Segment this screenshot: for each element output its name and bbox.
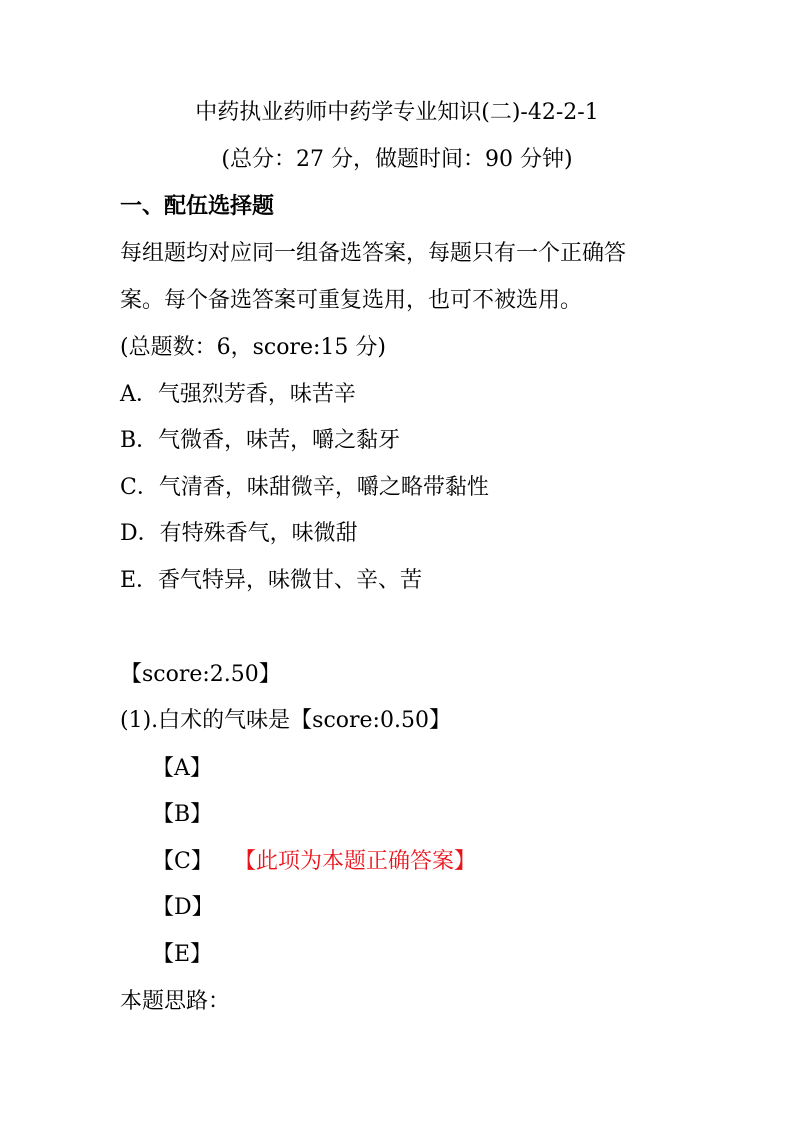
answer-option-a: A．气强烈芳香，味苦辛 — [120, 382, 356, 407]
choice-c: 【C】 — [152, 849, 213, 874]
question-1-stem: (1).白术的气味是【score:0.50】 — [120, 708, 451, 733]
answer-option-c: C．气清香，味甜微辛，嚼之略带黏性 — [120, 475, 489, 500]
section-instructions-line-2: 案。每个备选答案可重复选用，也可不被选用。 — [120, 288, 583, 313]
choice-b: 【B】 — [152, 802, 213, 827]
choice-a: 【A】 — [152, 756, 212, 781]
page-title: 中药执业药师中药学专业知识(二)-42-2-1 — [195, 100, 599, 125]
answer-option-e: E．香气特异，味微甘、辛、苦 — [120, 568, 423, 593]
section-instructions-line-1: 每组题均对应同一组备选答案，每题只有一个正确答 — [120, 241, 627, 266]
answer-option-d: D．有特殊香气，味微甜 — [120, 521, 358, 546]
choice-e: 【E】 — [152, 942, 213, 967]
group-score: 【score:2.50】 — [120, 662, 281, 687]
correct-answer-marker: 【此项为本题正确答案】 — [234, 849, 477, 874]
exam-meta: (总分：27 分，做题时间：90 分钟) — [221, 147, 573, 172]
section-heading: 一、配伍选择题 — [120, 194, 275, 219]
question-count: (总题数：6，score:15 分) — [120, 335, 386, 360]
explanation-label: 本题思路： — [120, 989, 231, 1014]
answer-option-b: B．气微香，味苦，嚼之黏牙 — [120, 428, 401, 453]
choice-d: 【D】 — [152, 895, 214, 920]
